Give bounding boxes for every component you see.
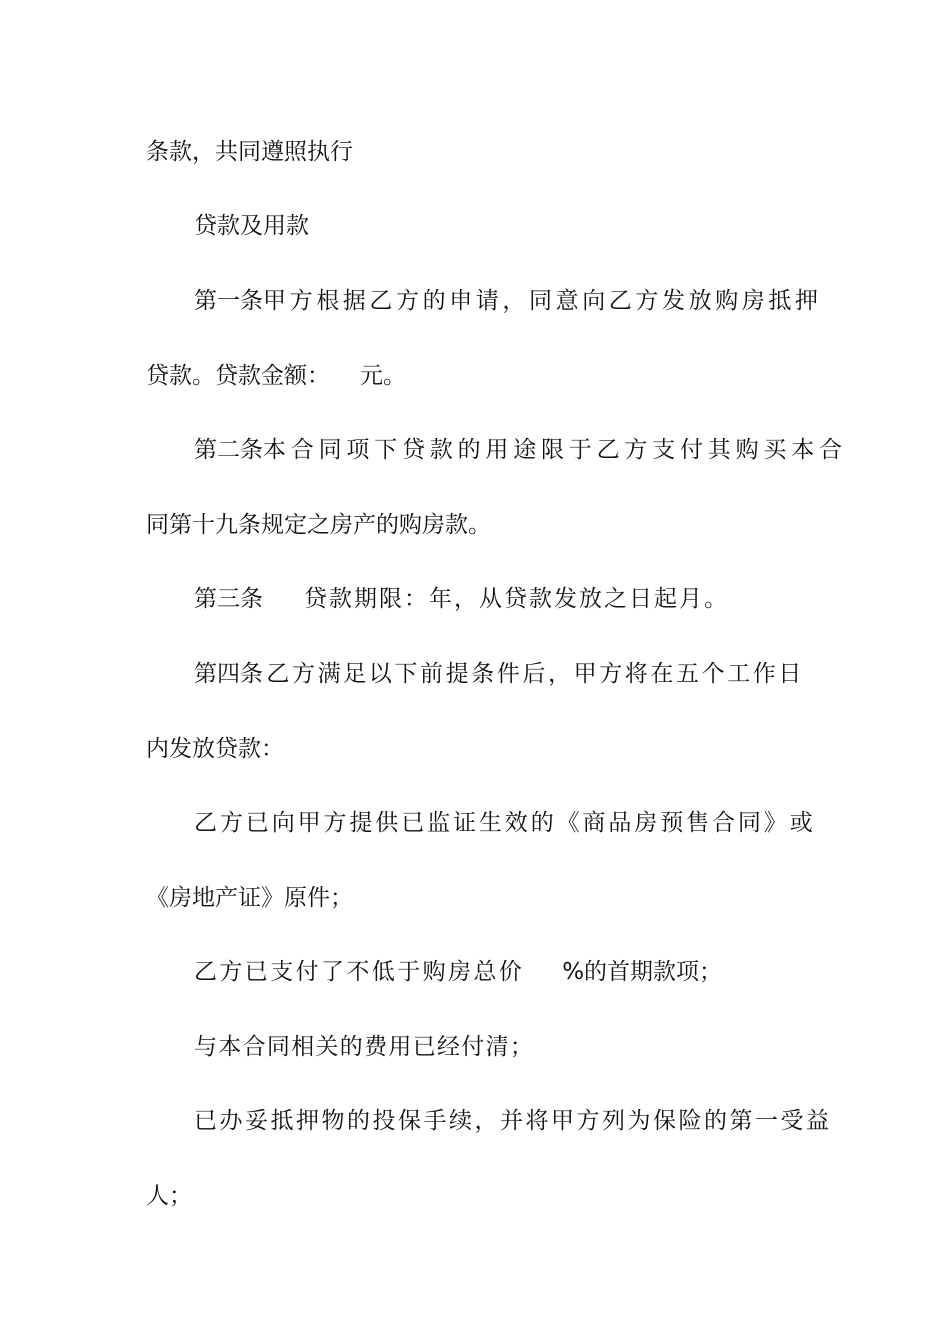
- line-text: 与本合同相关的费用已经付清；: [194, 1034, 535, 1060]
- article-1-line: [194, 286, 822, 316]
- article-text: 乙方满足以下前提条件后，甲方将在五个工作日: [266, 661, 804, 687]
- article-3-line: [194, 584, 729, 614]
- condition-item: [194, 957, 722, 987]
- article-text: 贷款期限：年，从贷款发放之日起月。: [304, 586, 729, 612]
- section-heading: [194, 211, 309, 241]
- article-number: 第一条: [194, 288, 263, 314]
- line-text: 乙方已向甲方提供已监证生效的《商品房预售合同》或: [194, 810, 816, 836]
- article-2-line: [194, 435, 847, 465]
- line-text: 《房地产证》原件；: [146, 885, 353, 911]
- article-text: 甲方根据乙方的申请，同意向乙方发放购房抵押: [263, 288, 822, 314]
- line-text: 内发放贷款：: [146, 736, 284, 762]
- line-text: 贷款。贷款金额：: [146, 363, 330, 389]
- line-text: 人；: [146, 1183, 192, 1209]
- text-line: [146, 883, 353, 913]
- article-number: 第二条: [194, 437, 263, 463]
- article-text: 本合同项下贷款的用途限于乙方支付其购买本合: [263, 437, 847, 463]
- condition-item: [194, 808, 816, 838]
- condition-item: [194, 1032, 534, 1062]
- section-heading-text: 贷款及用款: [194, 213, 309, 239]
- article-number: 第四条: [194, 661, 263, 687]
- line-text: 已办妥抵押物的投保手续，并将甲方列为保险的第一受益: [194, 1108, 832, 1134]
- condition-item: [194, 1106, 832, 1136]
- line-text: 条款，共同遵照执行: [146, 139, 353, 165]
- line-text: 乙方已支付了不低于购房总价: [194, 959, 525, 985]
- text-line: [146, 361, 406, 391]
- article-4-line: [194, 659, 804, 689]
- text-line: [146, 734, 284, 764]
- line-text: %的首期款项；: [562, 959, 723, 985]
- article-number: 第三条: [194, 586, 263, 612]
- text-line: [146, 510, 491, 540]
- text-line: [146, 1181, 192, 1211]
- text-line: [146, 137, 353, 167]
- line-text: 同第十九条规定之房产的购房款。: [146, 512, 491, 538]
- line-text: 元。: [360, 363, 406, 389]
